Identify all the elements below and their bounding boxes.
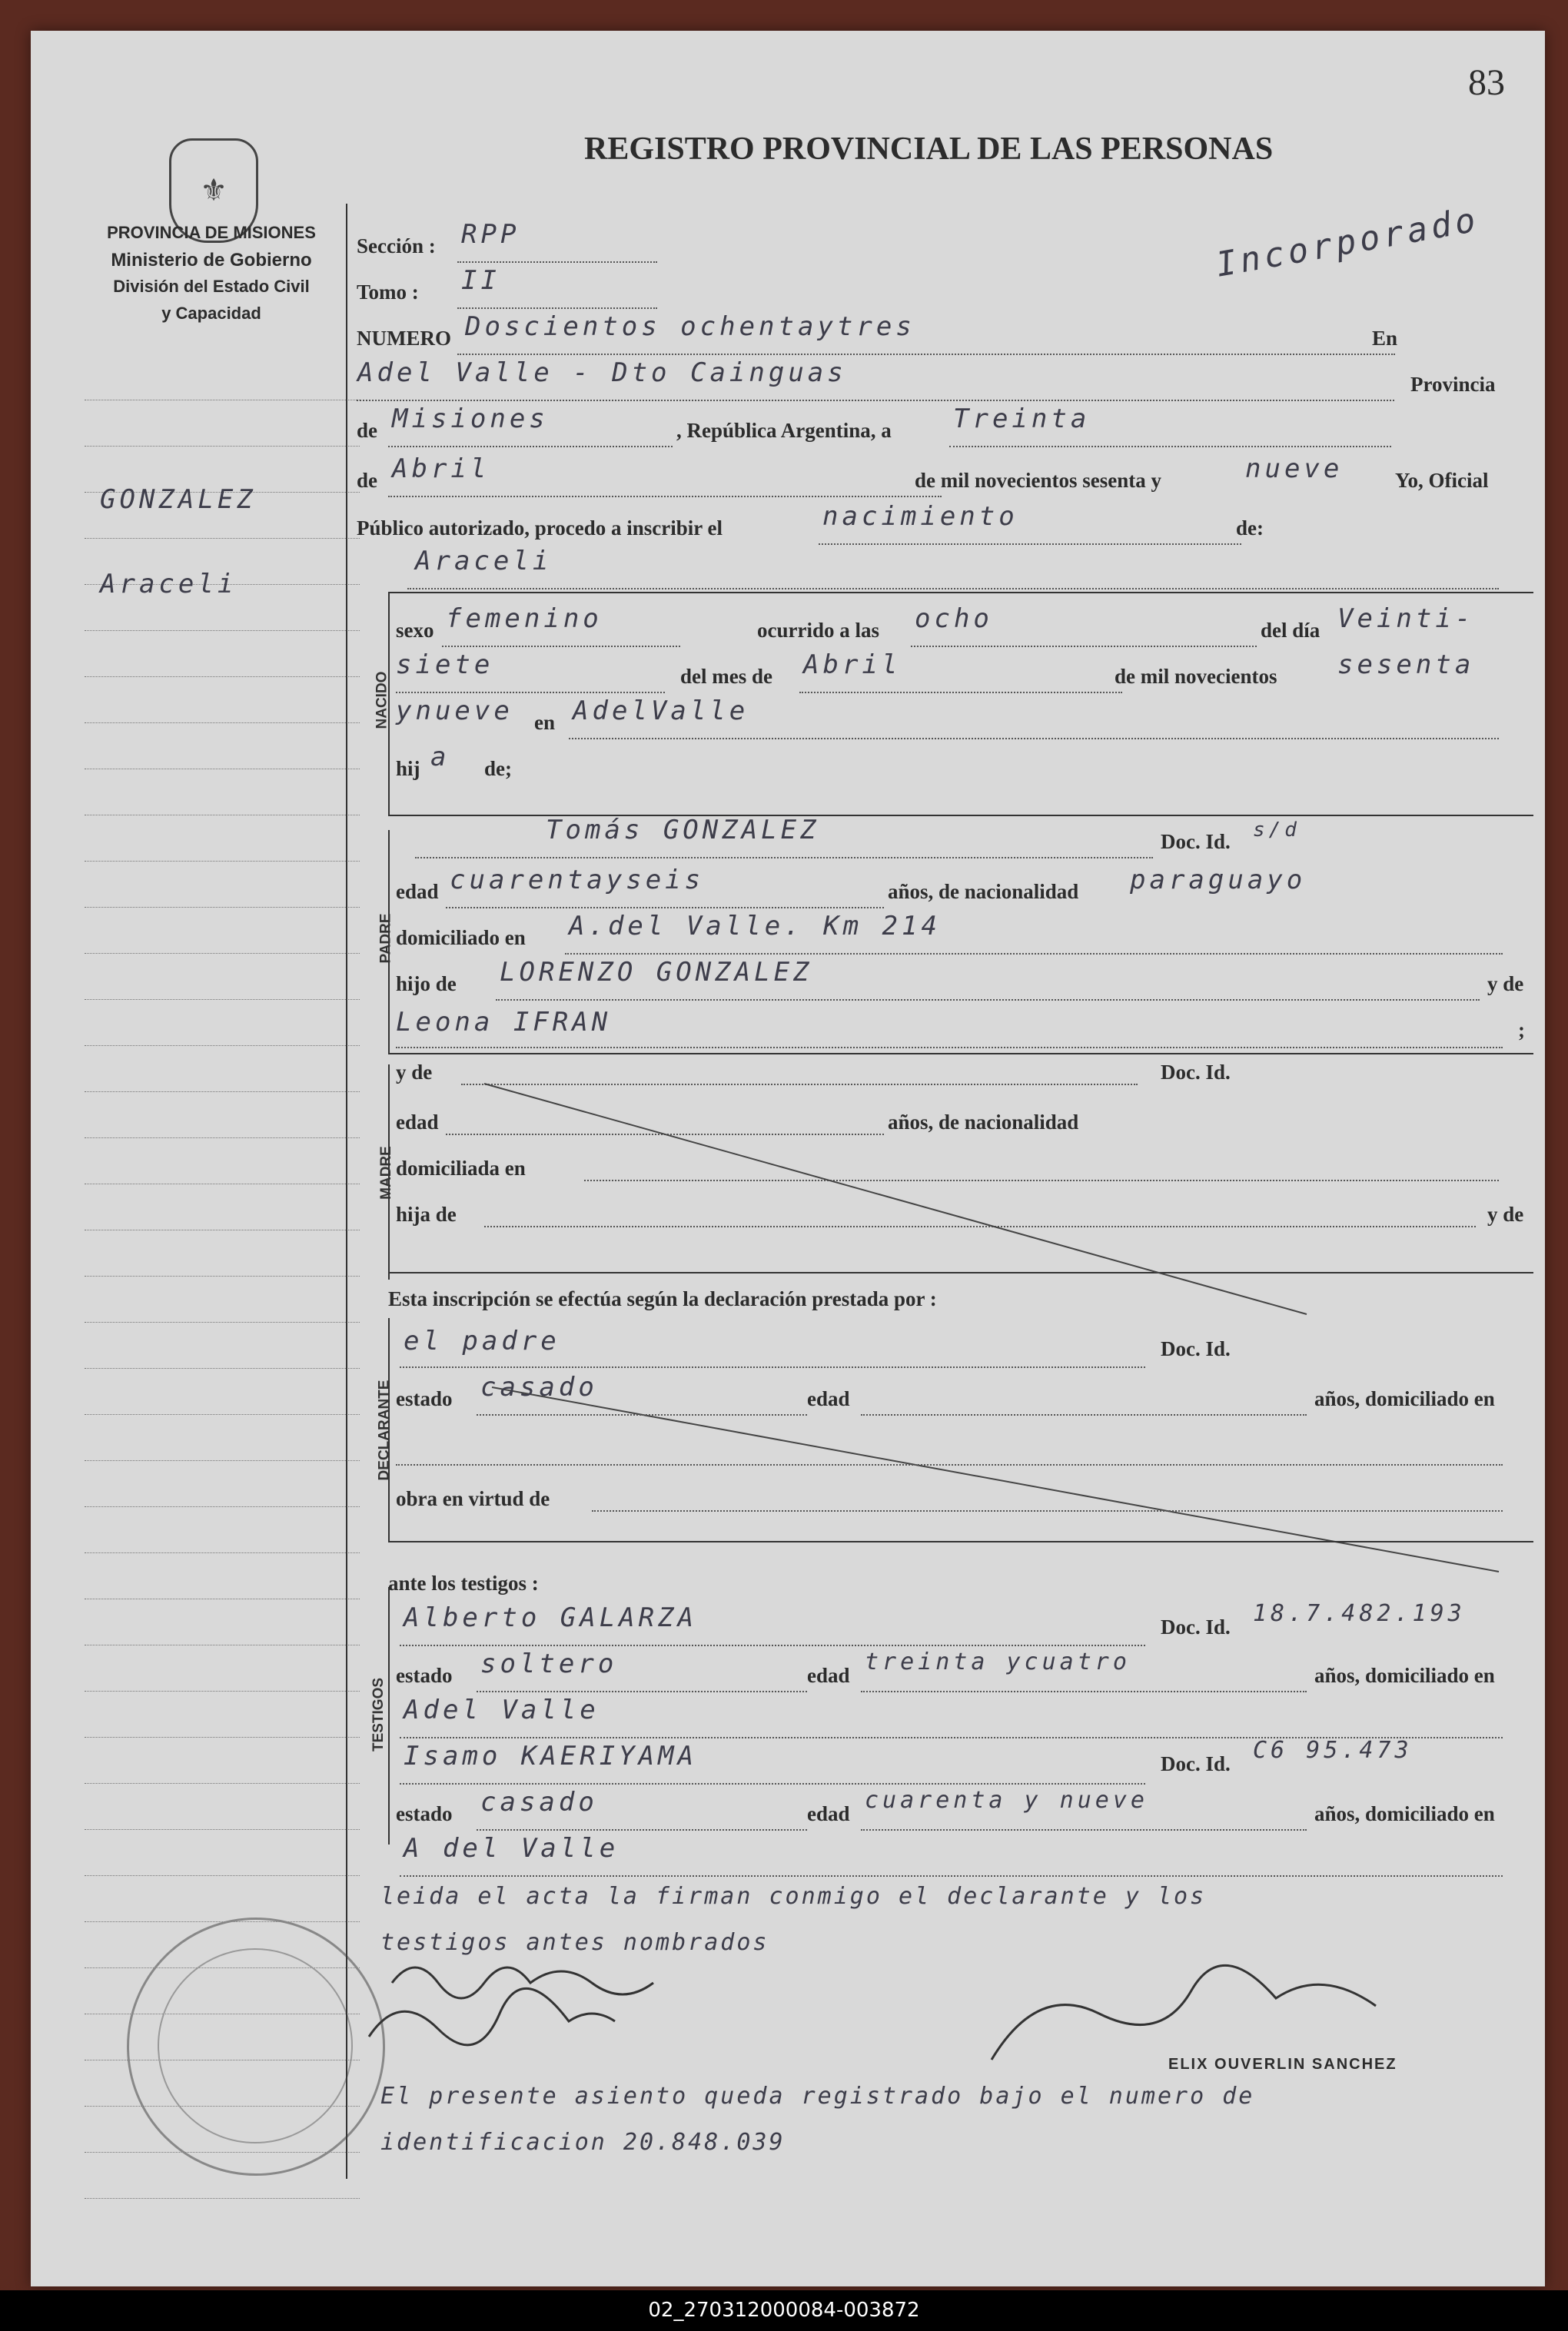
section-declarante: DECLARANTE <box>376 1380 393 1481</box>
value-testigo1-edad: treinta ycuatro <box>865 1649 1131 1675</box>
signatures <box>31 31 1545 2286</box>
value-testigo2-estado: casado <box>480 1787 598 1818</box>
value-testigo1-dom: Adel Valle <box>404 1695 600 1725</box>
label-provincia: Provincia <box>1410 373 1496 396</box>
label-mil-nov: de mil novecientos sesenta y <box>915 469 1161 492</box>
label-de-colon: de: <box>1236 516 1264 540</box>
label-numero: NUMERO <box>357 327 451 350</box>
header-province: PROVINCIA DE MISIONES <box>107 223 316 242</box>
value-seccion: RPP <box>461 219 520 250</box>
value-testigo1-estado: soltero <box>480 1649 618 1679</box>
value-dia-nac-2: siete <box>396 649 494 680</box>
official-name: ELIX OUVERLIN SANCHEZ <box>1168 2056 1397 2073</box>
value-dia-nac-1: Veinti- <box>1337 603 1475 634</box>
value-sexo: femenino <box>446 603 603 634</box>
label-domiciliada: domiciliada en <box>396 1157 526 1180</box>
margin-given-name: Araceli <box>100 569 238 599</box>
label-y-de-madre: y de <box>396 1061 433 1084</box>
label-doc-id-testigo2: Doc. Id. <box>1161 1752 1231 1775</box>
value-padre-doc: s/d <box>1253 819 1301 842</box>
label-domiciliado: domiciliado en <box>396 926 526 949</box>
value-testigo2: Isamo KAERIYAMA <box>404 1741 698 1771</box>
label-de3: de; <box>484 757 512 780</box>
value-testigo2-doc: C6 95.473 <box>1253 1737 1413 1764</box>
value-padre-hijo-de: LORENZO GONZALEZ <box>500 957 813 988</box>
value-testigo1: Alberto GALARZA <box>404 1602 698 1633</box>
label-seccion: Sección : <box>357 234 436 257</box>
label-del-dia: del día <box>1261 619 1321 642</box>
value-provincia: Misiones <box>392 403 549 434</box>
label-esta-inscripcion: Esta inscripción se efectúa según la declaración prestada por : <box>388 1287 937 1310</box>
label-estado-testigo1: estado <box>396 1664 453 1687</box>
label-edad-padre: edad <box>396 880 439 903</box>
page-number: 83 <box>1468 62 1505 103</box>
label-publico: Público autorizado, procedo a inscribir el <box>357 516 723 540</box>
page-title: REGISTRO PROVINCIAL DE LAS PERSONAS <box>584 131 1274 167</box>
value-dia: Treinta <box>953 403 1091 434</box>
label-republica: , República Argentina, a <box>676 419 892 442</box>
label-estado-testigo2: estado <box>396 1802 453 1825</box>
value-hora: ocho <box>915 603 993 634</box>
label-ocurrido: ocurrido a las <box>757 619 879 642</box>
label-ante: ante los testigos : <box>388 1572 539 1595</box>
label-en2: en <box>534 711 555 734</box>
header-division: División del Estado Civil <box>113 277 310 296</box>
section-nacido: NACIDO <box>374 671 390 729</box>
note-line-1: leida el acta la firman conmigo el declarante y los <box>380 1883 1207 1910</box>
value-lugar: Adel Valle - Dto Cainguas <box>357 357 847 388</box>
value-padre-nac: paraguayo <box>1130 865 1307 895</box>
label-anos-dom-testigo2: años, domiciliado en <box>1314 1802 1495 1825</box>
value-mes: Abril <box>392 453 490 484</box>
value-padre-dom: A.del Valle. Km 214 <box>569 911 941 941</box>
value-anio-nac-1: sesenta <box>1337 649 1475 680</box>
label-edad-madre: edad <box>396 1111 439 1134</box>
header-capacity: y Capacidad <box>161 304 261 323</box>
label-del-mes: del mes de <box>680 665 772 688</box>
value-padre-y-de: Leona IFRAN <box>396 1007 612 1038</box>
label-doc-id-declarante: Doc. Id. <box>1161 1337 1231 1360</box>
value-mes-nac: Abril <box>803 649 902 680</box>
label-y-de-madre-2: y de <box>1487 1203 1524 1226</box>
note-line-3: El presente asiento queda registrado bajo el numero de <box>380 2083 1255 2110</box>
note-line-2: testigos antes nombrados <box>380 1929 769 1956</box>
value-declarante: el padre <box>404 1326 560 1356</box>
label-de: de <box>357 419 377 442</box>
label-obra: obra en virtud de <box>396 1487 550 1510</box>
label-doc-id-padre: Doc. Id. <box>1161 830 1231 853</box>
value-testigo2-edad: cuarenta y nueve <box>865 1787 1148 1814</box>
note-line-4: identificacion 20.848.039 <box>380 2129 786 2156</box>
label-de2: de <box>357 469 377 492</box>
label-de-mil-nov: de mil novecientos <box>1115 665 1277 688</box>
label-sexo: sexo <box>396 619 434 642</box>
label-edad-testigo1: edad <box>807 1664 850 1687</box>
value-acto: nacimiento <box>822 501 1018 532</box>
label-tomo: Tomo : <box>357 281 419 304</box>
label-hijo-de: hijo de <box>396 972 457 995</box>
image-id-footer: 02_270312000084-003872 <box>0 2290 1568 2331</box>
value-anio: nueve <box>1245 453 1344 484</box>
margin-surname: GONZALEZ <box>100 484 257 515</box>
label-hija-de: hija de <box>396 1203 457 1226</box>
label-y-de-padre: y de <box>1487 972 1524 995</box>
value-padre-nombre: Tomás GONZALEZ <box>546 815 820 845</box>
label-hij: hij <box>396 757 420 780</box>
section-padre: PADRE <box>377 913 394 964</box>
value-padre-edad: cuarentayseis <box>450 865 705 895</box>
value-testigo1-doc: 18.7.482.193 <box>1253 1600 1466 1627</box>
label-anos-nac-madre: años, de nacionalidad <box>888 1111 1079 1134</box>
label-semicolon: ; <box>1518 1018 1525 1041</box>
section-testigos: TESTIGOS <box>370 1677 387 1752</box>
label-edad-declarante: edad <box>807 1387 850 1410</box>
value-testigo2-dom: A del Valle <box>404 1833 620 1864</box>
value-tomo: II <box>461 265 500 296</box>
value-numero: Doscientos ochentaytres <box>465 311 915 342</box>
value-hij: a <box>430 742 450 772</box>
value-anio-nac-2: ynueve <box>396 696 513 726</box>
label-doc-id-madre: Doc. Id. <box>1161 1061 1231 1084</box>
label-estado-declarante: estado <box>396 1387 453 1410</box>
label-anos-dom-declarante: años, domiciliado en <box>1314 1387 1495 1410</box>
label-doc-id-testigo1: Doc. Id. <box>1161 1615 1231 1639</box>
section-madre: MADRE <box>377 1146 394 1200</box>
annotation-mark: Incorporado <box>1213 200 1483 285</box>
value-decl-estado: casado <box>480 1372 598 1403</box>
label-anos-nac-padre: años, de nacionalidad <box>888 880 1079 903</box>
label-edad-testigo2: edad <box>807 1802 850 1825</box>
value-nombre: Araceli <box>415 546 553 576</box>
province-crest-icon: ⚜ <box>169 138 258 243</box>
value-lugar-nac: AdelValle <box>573 696 749 726</box>
label-yo-oficial: Yo, Oficial <box>1395 469 1489 492</box>
label-en: En <box>1372 327 1398 350</box>
header-ministry: Ministerio de Gobierno <box>111 250 312 271</box>
document-page <box>31 31 1545 2286</box>
label-anos-dom-testigo1: años, domiciliado en <box>1314 1664 1495 1687</box>
